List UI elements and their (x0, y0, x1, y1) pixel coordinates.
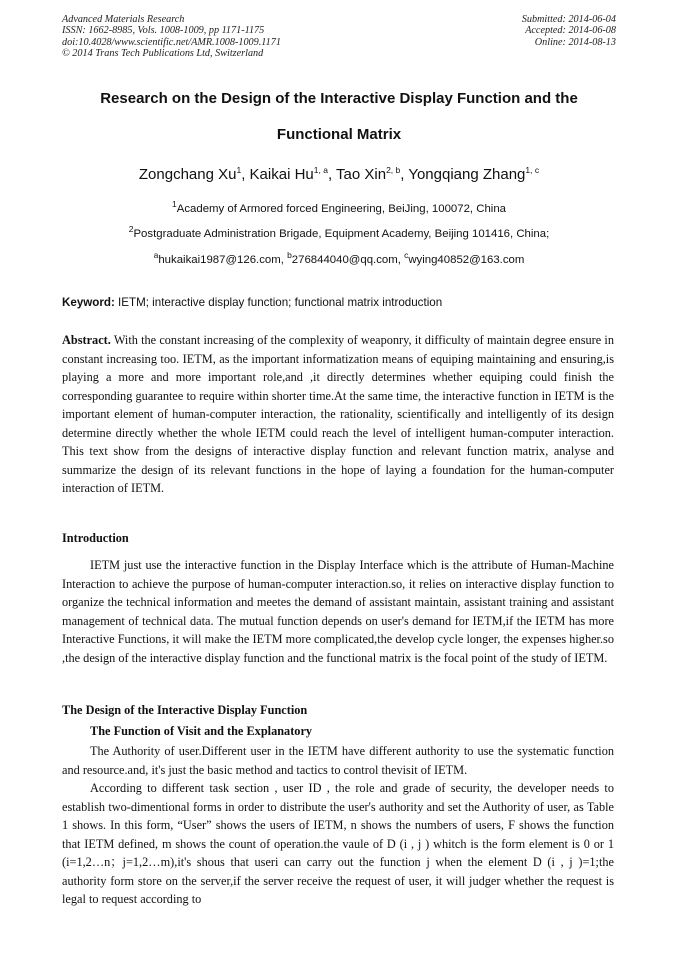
authority-paragraph: The Authority of user.Different user in the IETM have different authority to use the systematic function and resource.and, it's just the basic method and tactics to control thevisit of IETM. (62, 744, 614, 777)
task-section-paragraph: According to different task section , user ID , the role and grade of security, the developer needs to establish two-dimentional forms in order to distribute the user's authority and set the Authority of user, as Table 1 shows. In this form, “User” shows the users of IETM, n shows the numbers of users, F shows the function that IETM defined, m shows the count of operation.the vaule of D (i , j ) whitch is the form element is 0 or 1 (i=1,2…n；j=1,2…m),it's shous that useri can carry out the function j when the element D (i , j )=1;the authority form store on the server,if the server receive the request of user, it will judger whether the request is legal to request according to (62, 781, 614, 906)
email-mark: a (153, 250, 159, 261)
author-separator: , (241, 166, 250, 183)
email-mark: b (287, 250, 292, 261)
journal-header-left (62, 14, 281, 60)
email-link[interactable]: hukaikai1987@126.com, (158, 254, 288, 266)
affiliation-mark: 2 (128, 224, 134, 235)
affiliation-text: Postgraduate Administration Brigade, Equipment Academy, Beijing 101416, China; (133, 228, 550, 240)
doi-line: doi:10.4028/www.scientific.net/AMR.1008-1009.1171 (62, 36, 281, 48)
affiliation-mark: 1 (172, 199, 177, 210)
author-affiliation-mark: 1 (236, 165, 242, 175)
abstract (62, 331, 614, 498)
email-mark: c (404, 250, 409, 261)
keywords (62, 296, 622, 309)
author-emails (30, 250, 648, 266)
copyright-line: © 2014 Trans Tech Publications Ltd, Switzerland (62, 48, 264, 60)
keywords-text: IETM; interactive display function; functional matrix introduction (114, 296, 443, 309)
abstract-label: Abstract. (62, 333, 111, 347)
author-separator: , (400, 166, 409, 183)
journal-header-right (522, 14, 616, 48)
journal-name: Advanced Materials Research (62, 14, 185, 25)
paper-title-line-1: Research on the Design of the Interactive Display Function and the (100, 90, 578, 107)
email-link[interactable]: 276844040@qq.com, (291, 254, 405, 266)
online-date: Online: 2014-08-13 (534, 36, 616, 48)
subsection-heading: The Function of Visit and the Explanatory (90, 724, 313, 738)
author-name: Zongchang Xu (138, 166, 237, 183)
author-name: Kaikai Hu (249, 166, 314, 183)
issn-line: ISSN: 1662-8985, Vols. 1008-1009, pp 1171-1175 (62, 25, 265, 37)
submitted-date: Submitted: 2014-06-04 (521, 14, 616, 25)
keywords-label: Keyword: (62, 296, 115, 309)
author-separator: , (327, 166, 337, 183)
author-affiliation-mark: 1, c (525, 165, 540, 175)
accepted-date: Accepted: 2014-06-08 (525, 25, 616, 37)
affiliation-text: Academy of Armored forced Engineering, BeiJing, 100072, China (176, 203, 506, 215)
author-affiliation-mark: 1, a (313, 165, 328, 175)
author-name: Yongqiang Zhang (408, 166, 526, 183)
author-list (30, 166, 648, 183)
affiliation-2 (30, 224, 648, 240)
email-link[interactable]: wying40852@163.com (408, 254, 525, 266)
author-affiliation-mark: 2, b (386, 165, 401, 175)
section-heading-introduction: Introduction (62, 531, 129, 545)
paper-title-line-2: Functional Matrix (276, 126, 402, 143)
section-heading-design: The Design of the Interactive Display Function (62, 703, 308, 717)
author-name: Tao Xin (336, 166, 387, 183)
affiliation-1 (30, 199, 648, 215)
abstract-text: With the constant increasing of the complexity of weaponry, it difficulty of maintain degree ensure in constant increasing too. IETM, as the important informatization means of equiping maintaining and ensuring,is playing a more and more important role,and ,it directly determines whether equiping could finish the corresponding guarantee to require within shorter time.At the same time, the interactive function in IETM is the important element of human-computer interaction, the rationality, scientifically and intelligently of its design determine directly whether the whole IETM could reach the level of intelligent human-computer interaction. This text show from the designs of interactive display function and relevant function matrix, analyse and summarize the design of its relevant functions in the hope of laying a foundation for the human-computer interaction of IETM. (62, 333, 614, 495)
introduction-paragraph: IETM just use the interactive function in the Display Interface which is the attribute of Human-Machine Interaction to achieve the purpose of human-computer interaction.so, it relies on interactive display function to organize the technical information and meetes the demand of assistant maintain, assistant training and assistant management of technical data. The mutual function depends on user's demand for IETM,if the IETM has more Interactive Functions, it will make the IETM more complicated,the develop cycle longer, the expenses higher.so ,the design of the interactive display function and the functional matrix is the focal point of the study of IETM. (62, 558, 614, 665)
